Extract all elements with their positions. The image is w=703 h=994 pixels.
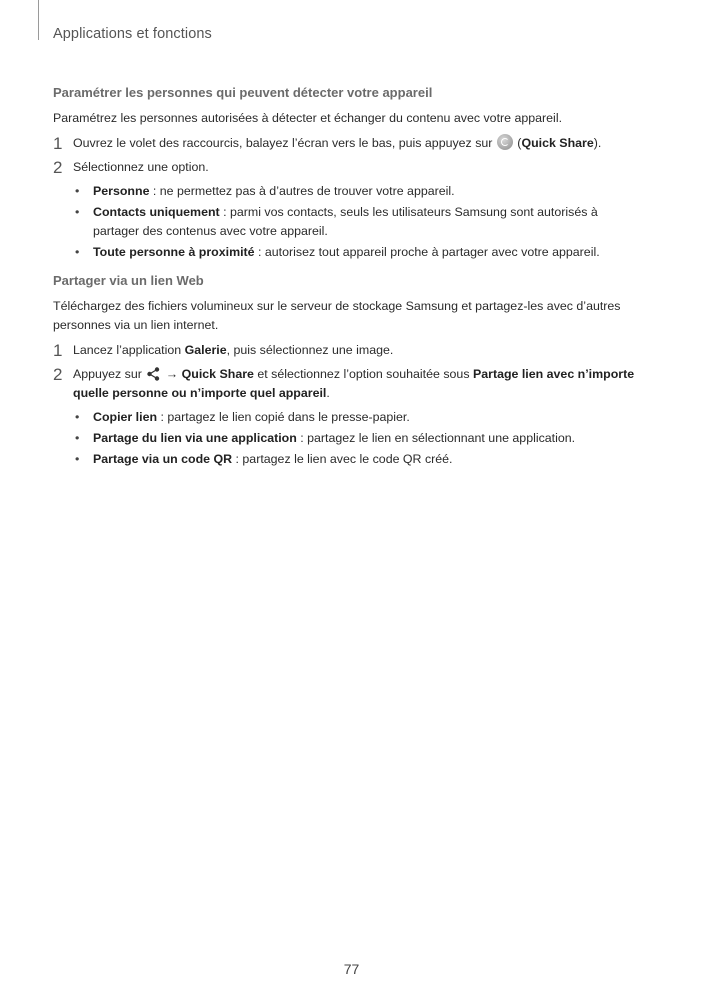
share-option-label: Partage lien avec n’importe quelle personne ou n’importe quel appareil bbox=[73, 367, 635, 400]
page-margin-rule bbox=[38, 0, 39, 40]
option-term: Partage du lien via une application bbox=[93, 431, 297, 445]
quick-share-label: Quick Share bbox=[521, 136, 594, 150]
section-intro: Téléchargez des fichiers volumineux sur le serveur de stockage Samsung et partagez-les avec d’autres personnes via un lien internet. bbox=[53, 299, 621, 332]
bullet-icon: • bbox=[75, 452, 80, 466]
list-item bbox=[73, 429, 643, 448]
bullet-icon: • bbox=[75, 184, 80, 198]
section-heading-web-link: Partager via un lien Web bbox=[53, 273, 204, 288]
page-number: 77 bbox=[343, 961, 360, 977]
step-number: 1 bbox=[53, 341, 63, 360]
step-2 bbox=[53, 158, 643, 177]
share-options-list bbox=[53, 408, 643, 469]
step-text-part: , puis sélectionnez une image. bbox=[226, 343, 394, 357]
gallery-label: Galerie bbox=[184, 343, 227, 357]
list-item bbox=[73, 408, 643, 427]
page-content bbox=[53, 84, 643, 474]
step-text-part: ). bbox=[593, 136, 602, 150]
step-text-part: et sélectionnez l’option souhaitée sous bbox=[253, 367, 473, 381]
option-desc: : parmi vos contacts, seuls les utilisateurs Samsung sont autorisés à partager des contenus avec votre appareil. bbox=[93, 205, 598, 238]
step-text-part: Ouvrez le volet des raccourcis, balayez l’écran vers le bas, puis appuyez sur bbox=[73, 136, 496, 150]
option-desc: : autorisez tout appareil proche à partager avec votre appareil. bbox=[254, 245, 600, 259]
share-icon bbox=[147, 367, 160, 381]
section-intro: Paramétrez les personnes autorisées à détecter et échanger du contenu avec votre appareil. bbox=[53, 111, 563, 125]
step-text bbox=[73, 365, 643, 403]
quick-share-icon bbox=[497, 134, 513, 150]
option-term: Personne bbox=[93, 184, 150, 198]
options-list bbox=[53, 182, 643, 262]
step-text bbox=[73, 341, 643, 360]
option-desc: : partagez le lien en sélectionnant une application. bbox=[296, 431, 576, 445]
bullet-icon: • bbox=[75, 410, 80, 424]
list-item bbox=[73, 203, 643, 241]
option-term: Toute personne à proximité bbox=[93, 245, 255, 259]
list-item bbox=[73, 450, 643, 469]
option-term: Partage via un code QR bbox=[93, 452, 233, 466]
step-text: Sélectionnez une option. bbox=[73, 160, 209, 174]
list-item bbox=[73, 243, 643, 262]
section-heading-detection: Paramétrer les personnes qui peuvent détecter votre appareil bbox=[53, 85, 433, 100]
step-text-part: Lancez l’application bbox=[73, 343, 185, 357]
step-text-part: Appuyez sur bbox=[73, 367, 146, 381]
option-desc: : partagez le lien avec le code QR créé. bbox=[232, 452, 453, 466]
bullet-icon: • bbox=[75, 431, 80, 445]
step-2 bbox=[53, 365, 643, 403]
option-term: Copier lien bbox=[93, 410, 158, 424]
step-1 bbox=[53, 341, 643, 360]
step-text bbox=[73, 134, 643, 153]
step-1 bbox=[53, 134, 643, 153]
step-number: 2 bbox=[53, 158, 63, 177]
step-text-part: . bbox=[326, 386, 330, 400]
option-term: Contacts uniquement bbox=[93, 205, 220, 219]
step-number: 1 bbox=[53, 134, 63, 153]
page-header: Applications et fonctions bbox=[53, 26, 212, 42]
list-item bbox=[73, 182, 643, 201]
bullet-icon: • bbox=[75, 205, 80, 219]
bullet-icon: • bbox=[75, 245, 80, 259]
quick-share-label: Quick Share bbox=[181, 367, 254, 381]
step-text-part: ( bbox=[513, 136, 522, 150]
arrow-text: → bbox=[162, 367, 182, 381]
option-desc: : ne permettez pas à d’autres de trouver votre appareil. bbox=[149, 184, 455, 198]
step-number: 2 bbox=[53, 365, 63, 384]
option-desc: : partagez le lien copié dans le presse-papier. bbox=[157, 410, 410, 424]
